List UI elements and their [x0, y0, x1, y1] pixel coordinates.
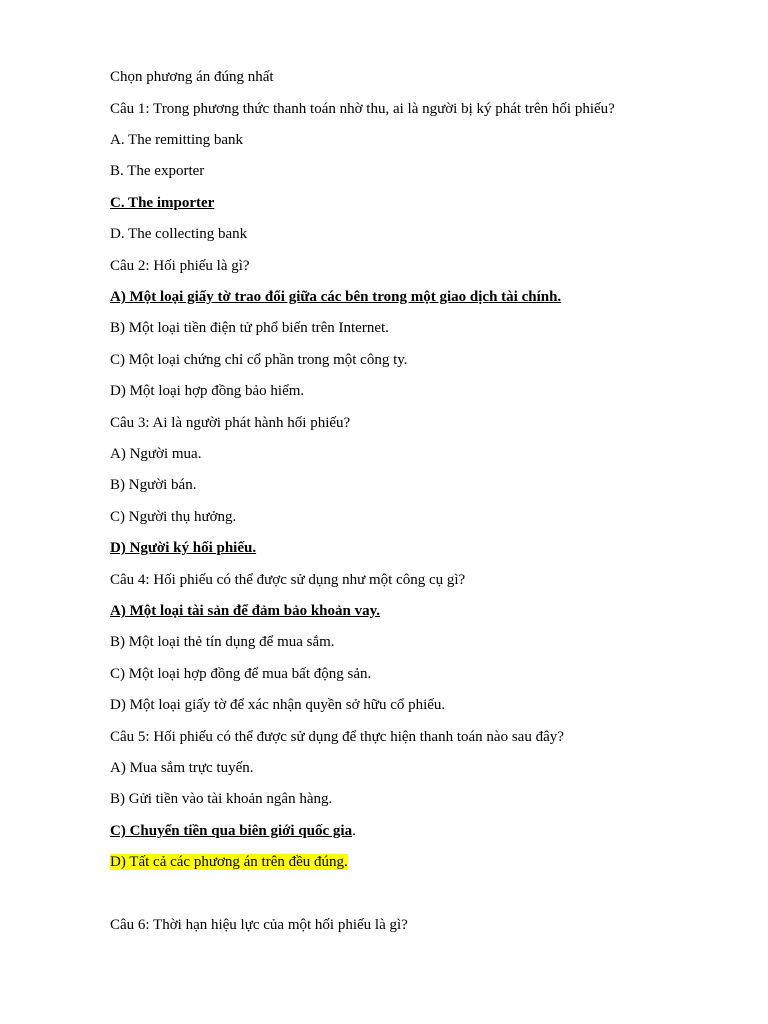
q1-option-c-correct: C. The importer	[110, 195, 215, 211]
q5-option-d-line	[110, 853, 348, 871]
question-3: Câu 3: Ai là người phát hành hối phiếu?	[110, 415, 351, 431]
q2-option-d: D) Một loại hợp đồng bảo hiểm.	[110, 383, 305, 399]
q3-option-a: A) Người mua.	[110, 446, 202, 462]
q5-option-c-line	[110, 822, 356, 840]
q1-option-a: A. The remitting bank	[110, 132, 244, 148]
q4-option-a-correct: A) Một loại tài sản để đảm bảo khoản vay.	[110, 603, 381, 619]
q4-option-d: D) Một loại giấy tờ để xác nhận quyền sở hữu cổ phiếu.	[110, 697, 446, 713]
q5-option-d-highlighted: D) Tất cả các phương án trên đều đúng.	[110, 854, 348, 870]
q5-option-c-correct: C) Chuyển tiền qua biên giới quốc gia	[110, 823, 353, 839]
question-1: Câu 1: Trong phương thức thanh toán nhờ thu, ai là người bị ký phát trên hối phiếu?	[110, 101, 615, 117]
instruction-text: Chọn phương án đúng nhất	[110, 69, 274, 85]
q4-option-c: C) Một loại hợp đồng để mua bất động sản.	[110, 666, 372, 682]
q5-option-b: B) Gửi tiền vào tài khoản ngân hàng.	[110, 791, 333, 807]
question-4: Câu 4: Hối phiếu có thể được sử dụng như một công cụ gì?	[110, 572, 466, 588]
q1-option-b: B. The exporter	[110, 163, 205, 179]
q2-option-b: B) Một loại tiền điện tử phổ biến trên Internet.	[110, 320, 389, 336]
question-5: Câu 5: Hối phiếu có thể được sử dụng để thực hiện thanh toán nào sau đây?	[110, 729, 564, 745]
q2-option-c: C) Một loại chứng chỉ cổ phần trong một công ty.	[110, 352, 408, 368]
q3-option-b: B) Người bán.	[110, 477, 197, 493]
q5-option-c-period: .	[352, 823, 356, 839]
q2-option-a-correct: A) Một loại giấy tờ trao đổi giữa các bên trong một giao dịch tài chính.	[110, 289, 562, 305]
q1-option-d: D. The collecting bank	[110, 226, 248, 242]
q3-option-d-correct: D) Người ký hối phiếu.	[110, 540, 257, 556]
question-2: Câu 2: Hối phiếu là gì?	[110, 258, 250, 274]
q5-option-a: A) Mua sắm trực tuyến.	[110, 760, 254, 776]
q4-option-b: B) Một loại thẻ tín dụng để mua sắm.	[110, 634, 335, 650]
q3-option-c: C) Người thụ hưởng.	[110, 509, 237, 525]
question-6: Câu 6: Thời hạn hiệu lực của một hối phiếu là gì?	[110, 917, 408, 933]
